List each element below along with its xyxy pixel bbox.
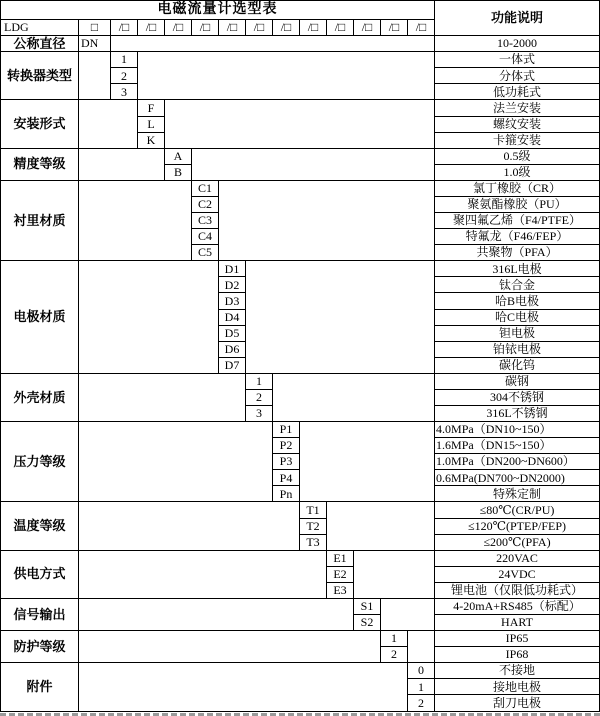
desc-cell: 哈B电极 (435, 293, 600, 309)
section-label: 电极材质 (1, 261, 79, 374)
desc-cell: 一体式 (435, 52, 600, 68)
selection-table-body (1, 1, 600, 712)
model-slot-box: /□ (273, 20, 300, 36)
right-spacer (408, 631, 435, 663)
code-cell: 3 (246, 405, 273, 421)
model-slot-box: /□ (354, 20, 381, 36)
desc-cell: 220VAC (435, 550, 600, 566)
code-cell: E1 (327, 550, 354, 566)
code-cell: D3 (219, 293, 246, 309)
section-row (1, 550, 600, 566)
model-slot-box: /□ (300, 20, 327, 36)
section-row (1, 663, 600, 679)
model-slot-box: /□ (192, 20, 219, 36)
code-cell: S2 (354, 614, 381, 630)
code-cell: 1 (246, 373, 273, 389)
model-first-slot-box: □ (79, 20, 111, 36)
code-cell: T2 (300, 518, 327, 534)
code-cell: D6 (219, 341, 246, 357)
right-spacer (219, 180, 435, 260)
code-cell: S1 (354, 598, 381, 614)
code-cell: 2 (246, 389, 273, 405)
section-row (1, 631, 600, 647)
code-cell: 2 (408, 695, 435, 712)
model-slot-box: /□ (165, 20, 192, 36)
desc-cell: 0.6MPa(DN700~DN2000) (435, 470, 600, 486)
desc-cell: 304不锈钢 (435, 389, 600, 405)
code-cell: 2 (111, 68, 138, 84)
right-spacer (354, 550, 435, 598)
code-cell: A (165, 148, 192, 164)
code-cell: K (138, 132, 165, 148)
code-cell: L (138, 116, 165, 132)
left-spacer (79, 422, 273, 502)
code-cell: P4 (273, 470, 300, 486)
model-prefix-cell: LDG (1, 20, 79, 36)
left-spacer (79, 598, 354, 630)
code-cell: D2 (219, 277, 246, 293)
desc-cell: 共聚物（PFA） (435, 245, 600, 261)
section-label: 温度等级 (1, 502, 79, 550)
code-cell: D4 (219, 309, 246, 325)
desc-cell: 特氟龙（F46/FEP） (435, 229, 600, 245)
section-row (1, 180, 600, 196)
code-cell: Pn (273, 486, 300, 502)
section-row (1, 502, 600, 518)
section-label: 压力等级 (1, 422, 79, 502)
right-spacer (246, 261, 435, 374)
desc-cell: 铂铱电极 (435, 341, 600, 357)
desc-cell: 碳化钨 (435, 357, 600, 373)
model-slot-box: /□ (138, 20, 165, 36)
desc-cell: 刮刀电极 (435, 695, 600, 712)
left-spacer (79, 663, 408, 712)
right-spacer (327, 502, 435, 550)
section-label: 供电方式 (1, 550, 79, 598)
code-cell: C3 (192, 213, 219, 229)
section-label: 信号输出 (1, 598, 79, 630)
section-row (1, 373, 600, 389)
desc-cell: ≤80℃(CR/PU) (435, 502, 600, 518)
desc-cell: IP68 (435, 647, 600, 663)
desc-cell: 钛合金 (435, 277, 600, 293)
section-row (1, 52, 600, 68)
desc-cell: 钽电极 (435, 325, 600, 341)
right-spacer (138, 52, 435, 100)
left-spacer (79, 52, 111, 100)
code-cell: F (138, 100, 165, 116)
model-slot-box: /□ (327, 20, 354, 36)
desc-cell: 24VDC (435, 566, 600, 582)
left-spacer (79, 550, 327, 598)
section-label: 外壳材质 (1, 373, 79, 421)
code-cell: 2 (381, 647, 408, 663)
desc-cell: 卡箍安装 (435, 132, 600, 148)
code-cell: 1 (408, 679, 435, 695)
right-spacer (273, 373, 435, 421)
section-label: 转换器类型 (1, 52, 79, 100)
desc-cell: IP65 (435, 631, 600, 647)
code-cell: E3 (327, 582, 354, 598)
code-cell: D1 (219, 261, 246, 277)
desc-cell: 碳钢 (435, 373, 600, 389)
section-label: 安装形式 (1, 100, 79, 148)
section-row (1, 148, 600, 164)
right-spacer (111, 36, 435, 52)
right-spacer (192, 148, 435, 180)
section-label: 防护等级 (1, 631, 79, 663)
code-cell: P2 (273, 438, 300, 454)
code-cell: B (165, 164, 192, 180)
desc-cell: 1.0级 (435, 164, 600, 180)
code-cell: 1 (381, 631, 408, 647)
desc-cell: 4-20mA+RS485（标配） (435, 598, 600, 614)
desc-cell: 1.0MPa（DN200~DN600） (435, 454, 600, 470)
page-title: 电磁流量计选型表 (1, 1, 435, 20)
desc-cell: 特殊定制 (435, 486, 600, 502)
code-cell: 1 (111, 52, 138, 68)
desc-cell: 法兰安装 (435, 100, 600, 116)
section-label: 附件 (1, 663, 79, 712)
desc-cell: 低功耗式 (435, 84, 600, 100)
desc-cell: ≤120℃(PTEP/FEP) (435, 518, 600, 534)
code-cell: D7 (219, 357, 246, 373)
model-slot-box: /□ (408, 20, 435, 36)
desc-cell: ≤200℃(PFA) (435, 534, 600, 550)
title-row (1, 1, 600, 20)
desc-cell: 4.0MPa（DN10~150） (435, 422, 600, 438)
right-spacer (381, 598, 435, 630)
left-spacer (79, 631, 381, 663)
code-cell: E2 (327, 566, 354, 582)
right-spacer (300, 422, 435, 502)
left-spacer (79, 261, 219, 374)
code-cell: C4 (192, 229, 219, 245)
code-cell: P1 (273, 422, 300, 438)
code-cell: T3 (300, 534, 327, 550)
model-slot-box: /□ (381, 20, 408, 36)
section-label: 精度等级 (1, 148, 79, 180)
code-cell: 3 (111, 84, 138, 100)
desc-cell: 316L不锈钢 (435, 405, 600, 421)
section-label: 衬里材质 (1, 180, 79, 260)
code-cell: C5 (192, 245, 219, 261)
section-label: 公称直径 (1, 36, 79, 52)
code-cell: D5 (219, 325, 246, 341)
right-spacer (165, 100, 435, 148)
desc-cell: 锂电池（仅限低功耗式） (435, 582, 600, 598)
model-slot-box: /□ (246, 20, 273, 36)
desc-cell: 1.6MPa（DN15~150） (435, 438, 600, 454)
desc-cell: 哈C电极 (435, 309, 600, 325)
desc-cell: 316L电极 (435, 261, 600, 277)
left-spacer (79, 148, 165, 180)
code-cell: C1 (192, 180, 219, 196)
section-row (1, 36, 600, 52)
code-cell: DN (79, 36, 111, 52)
model-slot-box: /□ (219, 20, 246, 36)
desc-cell: HART (435, 614, 600, 630)
desc-cell: 10-2000 (435, 36, 600, 52)
left-spacer (79, 100, 138, 148)
code-cell: P3 (273, 454, 300, 470)
section-row (1, 100, 600, 116)
desc-cell: 分体式 (435, 68, 600, 84)
section-row (1, 261, 600, 277)
left-spacer (79, 373, 246, 421)
code-cell: C2 (192, 196, 219, 212)
desc-cell: 聚四氟乙烯（F4/PTFE） (435, 213, 600, 229)
section-row (1, 598, 600, 614)
desc-cell: 0.5级 (435, 148, 600, 164)
model-slot-box: /□ (111, 20, 138, 36)
desc-cell: 螺纹安装 (435, 116, 600, 132)
left-spacer (79, 502, 300, 550)
code-cell: T1 (300, 502, 327, 518)
desc-cell: 接地电极 (435, 679, 600, 695)
left-spacer (79, 180, 192, 260)
desc-cell: 氯丁橡胶（CR） (435, 180, 600, 196)
desc-cell: 聚氨酯橡胶（PU） (435, 196, 600, 212)
code-cell: 0 (408, 663, 435, 679)
function-column-header: 功能说明 (435, 1, 600, 36)
desc-cell: 不接地 (435, 663, 600, 679)
section-row (1, 422, 600, 438)
